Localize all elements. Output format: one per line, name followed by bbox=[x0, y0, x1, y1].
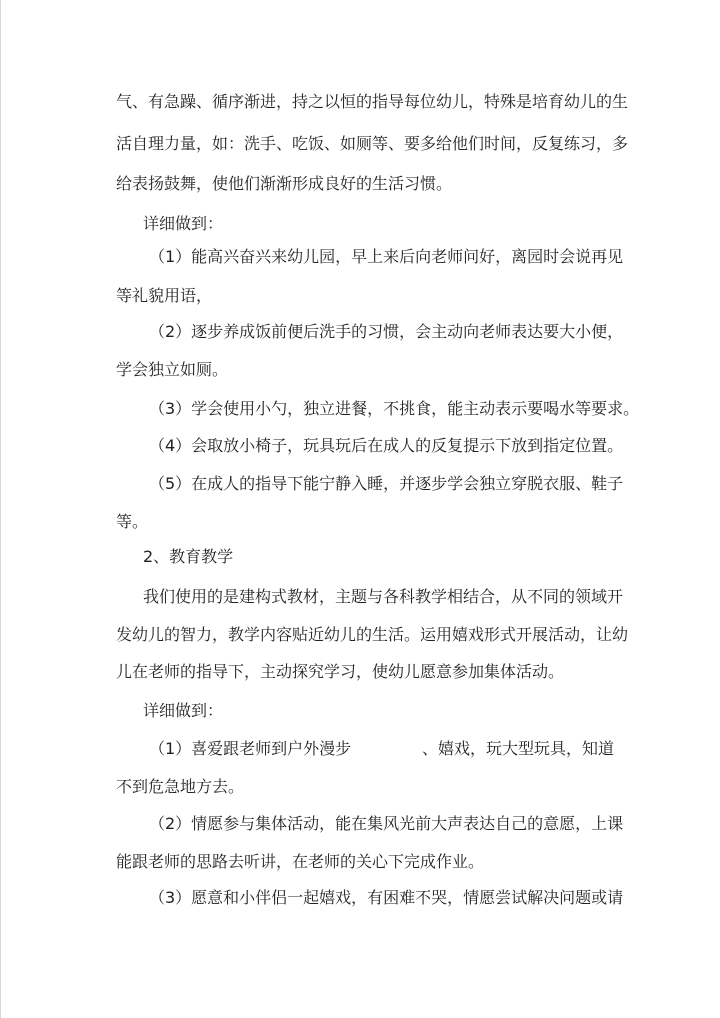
list-item-line: （4）会取放小椅子，玩具玩后在成人的反复提示下放到指定位置。 bbox=[149, 436, 624, 455]
page-left-edge bbox=[0, 0, 1, 1018]
list-item-line: 学会独立如厕。 bbox=[116, 360, 229, 379]
list-item-line: 等礼貌用语， bbox=[116, 286, 213, 305]
list-item-line: （3）愿意和小伴侣一起嬉戏，有困难不哭，情愿尝试解决问题或请 bbox=[149, 888, 624, 907]
paragraph-line: 气、有急躁、循序渐进，持之以恒的指导每位幼儿，特殊是培育幼儿的生 bbox=[116, 92, 629, 111]
list-item-line: （2）情愿参与集体活动，能在集风光前大声表达自己的意愿，上课 bbox=[149, 814, 624, 833]
paragraph-line: 儿在老师的指导下，主动探究学习，使幼儿愿意参加集体活动。 bbox=[116, 662, 565, 681]
list-item-line: 等。 bbox=[116, 512, 149, 531]
section-label-details: 详细做到： bbox=[143, 214, 224, 233]
list-item-line: （1）喜爱跟老师到户外漫步 bbox=[149, 739, 352, 758]
list-item-line: （2）逐步养成饭前便后洗手的习惯，会主动向老师表达要大小便， bbox=[149, 322, 624, 341]
list-item-line: （5）在成人的指导下能宁静入睡，并逐步学会独立穿脱衣服、鞋子 bbox=[149, 474, 624, 493]
paragraph-line: 发幼儿的智力，教学内容贴近幼儿的生活。运用嬉戏形式开展活动，让幼 bbox=[116, 625, 629, 644]
list-item-line: 不到危急地方去。 bbox=[116, 777, 245, 796]
list-item-line: （3）学会使用小勺，独立进餐，不挑食，能主动表示要喝水等要求。 bbox=[149, 399, 640, 418]
paragraph-line: 给表扬鼓舞，使他们渐渐形成良好的生活习惯。 bbox=[116, 174, 453, 193]
list-item-line: 能跟老师的思路去听讲，在老师的关心下完成作业。 bbox=[116, 852, 485, 871]
paragraph-line: 我们使用的是建构式教材，主题与各科教学相结合，从不同的领域开 bbox=[143, 587, 624, 606]
section-heading-education: 2、教育教学 bbox=[143, 547, 234, 566]
section-label-details: 详细做到： bbox=[143, 701, 224, 720]
list-item-line: 、嬉戏，玩大型玩具，知道 bbox=[422, 739, 615, 758]
paragraph-line: 活自理力量，如：洗手、吃饭、如厕等、要多给他们时间，反复练习，多 bbox=[116, 134, 629, 153]
list-item-line: （1）能高兴奋兴来幼儿园，早上来后向老师问好，离园时会说再见 bbox=[149, 247, 624, 266]
